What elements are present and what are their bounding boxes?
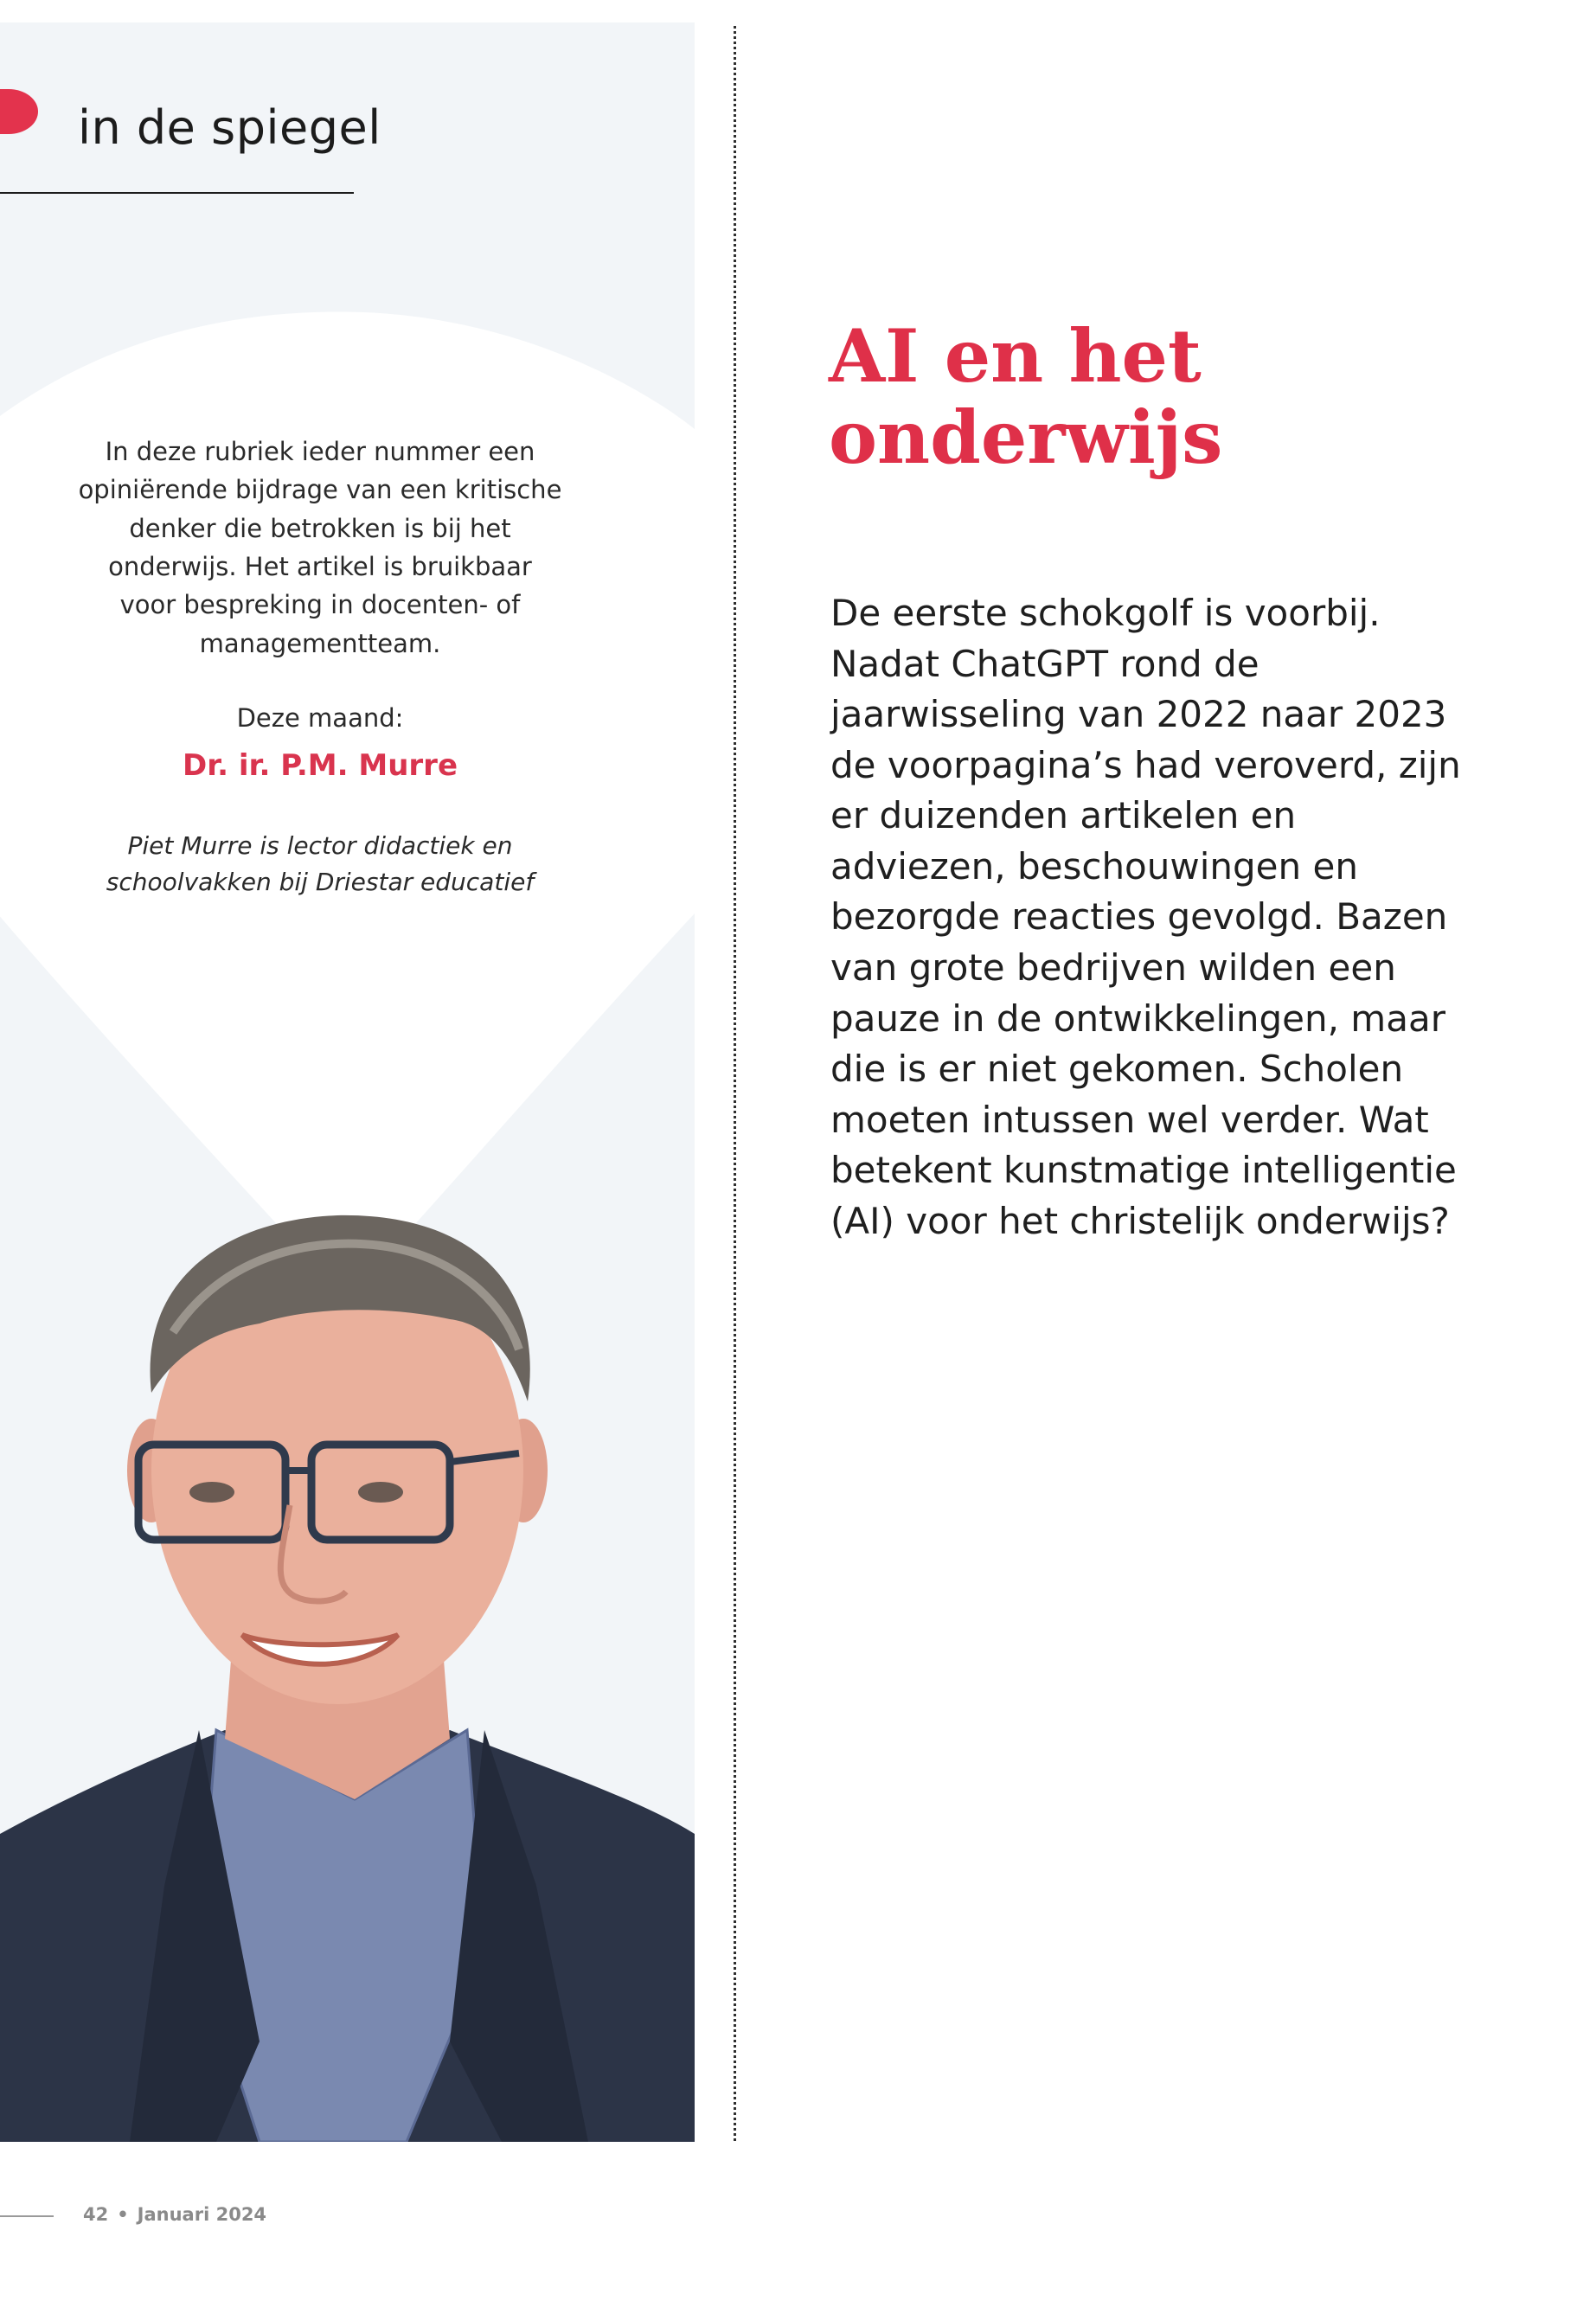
article-title-line: AI en het [829,313,1202,399]
author-name: Dr. ir. P.M. Murre [182,747,458,783]
article-lede: De eerste schokgolf is voorbij. Nadat ChatGPT rond de jaarwisseling van 2022 naar 2023 de voorpagina’s had veroverd, zijn er duizenden artikelen en adviezen, beschouwingen en bezorgde reacties gevolgd. Bazen van grote bedrijven wilden een pauze in de ontwikkelingen, maar die is er niet gekomen. Scholen moeten intussen wel verder. Wat betekent kunstmatige intelligentie (AI) voor het christelijk onderwijs? [830,592,1461,1242]
article-title [829,313,1486,481]
article-title-line: onderwijs [829,394,1223,481]
footer-rule [0,2215,54,2217]
author-bio: Piet Murre is lector didactiek en schoolvakken bij Driestar educatief [106,830,535,897]
month-label: Deze maand: [236,703,404,734]
header-rule [0,192,354,194]
page-number: 42 [83,2204,109,2225]
intro-box [78,433,562,901]
section-label: in de spiegel [78,100,381,155]
page-footer [83,2204,266,2225]
bullet-separator: • [117,2204,129,2225]
author-portrait [0,1176,695,2142]
column-divider [734,26,736,2141]
issue-date: Januari 2024 [137,2204,267,2225]
intro-lead: In deze rubriek ieder nummer een opiniërende bijdrage van een kritische denker die betrokken is bij het onderwijs. Het artikel is bruikbaar voor bespreking in docenten- of managementteam. [78,437,562,658]
